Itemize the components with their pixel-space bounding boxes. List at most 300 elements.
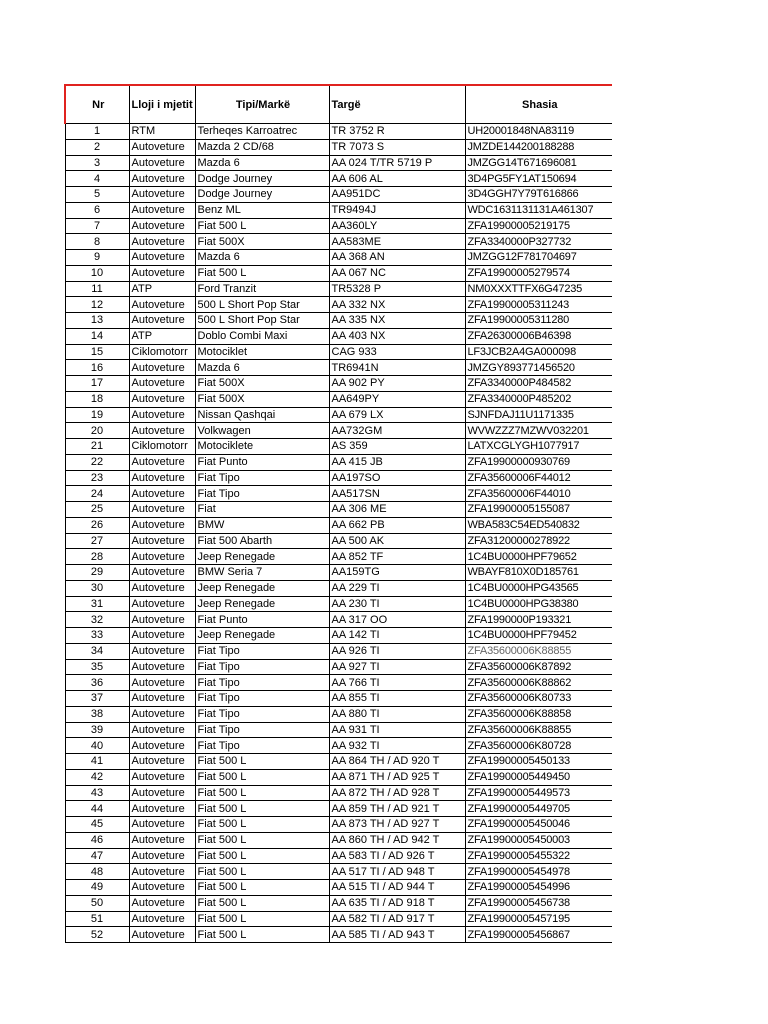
cell-chassis[interactable]: NM0XXXTTFX6G47235 — [465, 281, 612, 297]
cell-model[interactable]: Fiat Punto — [195, 454, 329, 470]
cell-vehicle-type[interactable]: Autoveture — [129, 911, 195, 927]
cell-nr[interactable]: 24 — [65, 486, 129, 502]
cell-plate[interactable]: AA583ME — [329, 234, 465, 250]
table-row — [65, 155, 612, 171]
cell-model[interactable]: Dodge Journey — [195, 187, 329, 203]
cell-chassis[interactable]: ZFA19900005450003 — [465, 832, 612, 848]
cell-vehicle-type[interactable]: Autoveture — [129, 927, 195, 943]
cell-plate[interactable]: AA 662 PB — [329, 517, 465, 533]
cell-model[interactable]: Fiat — [195, 502, 329, 518]
cell-model[interactable]: Fiat Tipo — [195, 486, 329, 502]
cell-chassis[interactable]: ZFA19900005449450 — [465, 769, 612, 785]
cell-nr[interactable]: 5 — [65, 187, 129, 203]
cell-plate[interactable]: AA 368 AN — [329, 250, 465, 266]
cell-model[interactable]: Fiat Tipo — [195, 643, 329, 659]
cell-plate[interactable]: AA 873 TH / AD 927 T — [329, 817, 465, 833]
table-row — [65, 407, 612, 423]
cell-plate[interactable]: AA 229 TI — [329, 580, 465, 596]
cell-nr[interactable]: 19 — [65, 407, 129, 423]
cell-model[interactable]: Fiat 500 L — [195, 895, 329, 911]
cell-nr[interactable]: 46 — [65, 832, 129, 848]
cell-model[interactable]: Mazda 6 — [195, 360, 329, 376]
cell-model[interactable]: Fiat Tipo — [195, 706, 329, 722]
cell-vehicle-type[interactable]: Autoveture — [129, 502, 195, 518]
cell-chassis[interactable]: JMZDE144200188288 — [465, 139, 612, 155]
table-row — [65, 344, 612, 360]
cell-nr[interactable]: 22 — [65, 454, 129, 470]
table-row — [65, 533, 612, 549]
cell-chassis[interactable]: JMZGY893771456520 — [465, 360, 612, 376]
cell-model[interactable]: Fiat Tipo — [195, 470, 329, 486]
cell-vehicle-type[interactable]: Ciklomotorr — [129, 439, 195, 455]
cell-model[interactable]: Fiat 500X — [195, 376, 329, 392]
cell-model[interactable]: 500 L Short Pop Star — [195, 313, 329, 329]
cell-plate[interactable]: AA 517 TI / AD 948 T — [329, 864, 465, 880]
cell-model[interactable]: Dodge Journey — [195, 171, 329, 187]
cell-model[interactable]: Motociklete — [195, 439, 329, 455]
cell-model[interactable]: Fiat Tipo — [195, 722, 329, 738]
cell-nr[interactable]: 36 — [65, 675, 129, 691]
cell-vehicle-type[interactable]: Autoveture — [129, 895, 195, 911]
cell-model[interactable]: Motociklet — [195, 344, 329, 360]
cell-model[interactable]: Volkwagen — [195, 423, 329, 439]
table-row — [65, 391, 612, 407]
cell-vehicle-type[interactable]: Autoveture — [129, 376, 195, 392]
cell-plate[interactable]: AA 872 TH / AD 928 T — [329, 785, 465, 801]
cell-nr[interactable]: 52 — [65, 927, 129, 943]
cell-plate[interactable]: AA 931 TI — [329, 722, 465, 738]
cell-vehicle-type[interactable]: Autoveture — [129, 848, 195, 864]
cell-vehicle-type[interactable]: Autoveture — [129, 659, 195, 675]
cell-vehicle-type[interactable]: Autoveture — [129, 360, 195, 376]
cell-plate[interactable]: AA 515 TI / AD 944 T — [329, 880, 465, 896]
table-row — [65, 549, 612, 565]
cell-model[interactable]: Fiat 500 L — [195, 880, 329, 896]
cell-nr[interactable]: 34 — [65, 643, 129, 659]
cell-nr[interactable]: 47 — [65, 848, 129, 864]
cell-plate[interactable]: TR9494J — [329, 202, 465, 218]
cell-plate[interactable]: AA159TG — [329, 565, 465, 581]
cell-plate[interactable]: AA517SN — [329, 486, 465, 502]
cell-nr[interactable]: 37 — [65, 691, 129, 707]
cell-plate[interactable]: AA649PY — [329, 391, 465, 407]
cell-nr[interactable]: 50 — [65, 895, 129, 911]
cell-nr[interactable]: 31 — [65, 596, 129, 612]
cell-chassis[interactable]: ZFA19900005311243 — [465, 297, 612, 313]
cell-plate[interactable]: AA 860 TH / AD 942 T — [329, 832, 465, 848]
cell-vehicle-type[interactable]: ATP — [129, 281, 195, 297]
cell-nr[interactable]: 13 — [65, 313, 129, 329]
cell-chassis[interactable]: ZFA35600006K88855 — [465, 722, 612, 738]
cell-nr[interactable]: 6 — [65, 202, 129, 218]
cell-model[interactable]: Fiat 500 Abarth — [195, 533, 329, 549]
cell-vehicle-type[interactable]: Autoveture — [129, 202, 195, 218]
cell-vehicle-type[interactable]: Autoveture — [129, 454, 195, 470]
cell-chassis[interactable]: 3D4PG5FY1AT150694 — [465, 171, 612, 187]
cell-plate[interactable]: AA 864 TH / AD 920 T — [329, 754, 465, 770]
cell-chassis[interactable]: ZFA19900005456867 — [465, 927, 612, 943]
cell-vehicle-type[interactable]: Autoveture — [129, 864, 195, 880]
cell-vehicle-type[interactable]: ATP — [129, 328, 195, 344]
cell-chassis[interactable]: ZFA19900005456738 — [465, 895, 612, 911]
cell-vehicle-type[interactable]: Autoveture — [129, 612, 195, 628]
cell-nr[interactable]: 8 — [65, 234, 129, 250]
table-row — [65, 124, 612, 140]
cell-nr[interactable]: 18 — [65, 391, 129, 407]
cell-vehicle-type[interactable]: Autoveture — [129, 171, 195, 187]
cell-vehicle-type[interactable]: Autoveture — [129, 628, 195, 644]
cell-plate[interactable]: TR 3752 R — [329, 124, 465, 140]
cell-chassis[interactable]: JMZGG12F781704697 — [465, 250, 612, 266]
cell-chassis[interactable]: 1C4BU0000HPF79652 — [465, 549, 612, 565]
table-row — [65, 911, 612, 927]
cell-plate[interactable]: TR6941N — [329, 360, 465, 376]
cell-nr[interactable]: 45 — [65, 817, 129, 833]
cell-plate[interactable]: AA 859 TH / AD 921 T — [329, 801, 465, 817]
cell-chassis[interactable]: ZFA35600006K88855 — [465, 643, 612, 659]
cell-model[interactable]: Fiat 500 L — [195, 911, 329, 927]
cell-chassis[interactable]: 1C4BU0000HPF79452 — [465, 628, 612, 644]
cell-model[interactable]: Fiat Tipo — [195, 691, 329, 707]
cell-vehicle-type[interactable]: Autoveture — [129, 423, 195, 439]
cell-model[interactable]: Fiat Tipo — [195, 675, 329, 691]
cell-vehicle-type[interactable]: Autoveture — [129, 675, 195, 691]
cell-chassis[interactable]: ZFA3340000P484582 — [465, 376, 612, 392]
header-chassis[interactable]: Shasia — [465, 85, 612, 124]
cell-model[interactable]: Terheqes Karroatrec — [195, 124, 329, 140]
cell-plate[interactable]: AA 332 NX — [329, 297, 465, 313]
cell-vehicle-type[interactable]: Autoveture — [129, 139, 195, 155]
cell-chassis[interactable]: ZFA3340000P485202 — [465, 391, 612, 407]
cell-chassis[interactable]: ZFA1990000P193321 — [465, 612, 612, 628]
table-row — [65, 313, 612, 329]
cell-vehicle-type[interactable]: Autoveture — [129, 706, 195, 722]
cell-plate[interactable]: AA 583 TI / AD 926 T — [329, 848, 465, 864]
cell-chassis[interactable]: ZFA35600006K80733 — [465, 691, 612, 707]
cell-plate[interactable]: TR5328 P — [329, 281, 465, 297]
table-row — [65, 596, 612, 612]
cell-vehicle-type[interactable]: Autoveture — [129, 391, 195, 407]
cell-nr[interactable]: 27 — [65, 533, 129, 549]
cell-nr[interactable]: 11 — [65, 281, 129, 297]
cell-plate[interactable]: AA 415 JB — [329, 454, 465, 470]
table-row — [65, 202, 612, 218]
cell-chassis[interactable]: 1C4BU0000HPG38380 — [465, 596, 612, 612]
table-row — [65, 470, 612, 486]
cell-vehicle-type[interactable]: Autoveture — [129, 832, 195, 848]
cell-plate[interactable]: AA732GM — [329, 423, 465, 439]
cell-model[interactable]: Fiat 500 L — [195, 785, 329, 801]
cell-model[interactable]: Fiat 500 L — [195, 848, 329, 864]
cell-chassis[interactable]: ZFA19900005457195 — [465, 911, 612, 927]
cell-plate[interactable]: AA951DC — [329, 187, 465, 203]
cell-model[interactable]: Fiat 500 L — [195, 817, 329, 833]
table-row — [65, 423, 612, 439]
table-row — [65, 454, 612, 470]
cell-nr[interactable]: 29 — [65, 565, 129, 581]
cell-nr[interactable]: 42 — [65, 769, 129, 785]
cell-model[interactable]: Fiat 500 L — [195, 218, 329, 234]
cell-nr[interactable]: 30 — [65, 580, 129, 596]
cell-plate[interactable]: AA 317 OO — [329, 612, 465, 628]
cell-vehicle-type[interactable]: Autoveture — [129, 801, 195, 817]
cell-model[interactable]: Doblo Combi Maxi — [195, 328, 329, 344]
header-plate[interactable]: Targë — [329, 85, 465, 124]
cell-vehicle-type[interactable]: Autoveture — [129, 785, 195, 801]
cell-model[interactable]: Mazda 2 CD/68 — [195, 139, 329, 155]
cell-vehicle-type[interactable]: Autoveture — [129, 643, 195, 659]
cell-vehicle-type[interactable]: Autoveture — [129, 486, 195, 502]
cell-plate[interactable]: AA 230 TI — [329, 596, 465, 612]
table-row — [65, 517, 612, 533]
cell-vehicle-type[interactable]: Autoveture — [129, 565, 195, 581]
cell-nr[interactable]: 1 — [65, 124, 129, 140]
cell-nr[interactable]: 39 — [65, 722, 129, 738]
cell-model[interactable]: Fiat 500 L — [195, 769, 329, 785]
cell-model[interactable]: Fiat 500 L — [195, 801, 329, 817]
cell-plate[interactable]: AA360LY — [329, 218, 465, 234]
cell-vehicle-type[interactable]: RTM — [129, 124, 195, 140]
table-row — [65, 848, 612, 864]
cell-nr[interactable]: 23 — [65, 470, 129, 486]
cell-model[interactable]: Fiat 500 L — [195, 832, 329, 848]
cell-chassis[interactable]: LATXCGLYGH1077917 — [465, 439, 612, 455]
cell-chassis[interactable]: ZFA35600006K80728 — [465, 738, 612, 754]
table-row — [65, 297, 612, 313]
cell-nr[interactable]: 14 — [65, 328, 129, 344]
cell-vehicle-type[interactable]: Autoveture — [129, 533, 195, 549]
cell-vehicle-type[interactable]: Autoveture — [129, 155, 195, 171]
cell-nr[interactable]: 12 — [65, 297, 129, 313]
cell-nr[interactable]: 51 — [65, 911, 129, 927]
cell-plate[interactable]: AA 880 TI — [329, 706, 465, 722]
cell-vehicle-type[interactable]: Autoveture — [129, 234, 195, 250]
cell-plate[interactable]: AA 871 TH / AD 925 T — [329, 769, 465, 785]
cell-vehicle-type[interactable]: Autoveture — [129, 517, 195, 533]
cell-nr[interactable]: 43 — [65, 785, 129, 801]
cell-vehicle-type[interactable]: Autoveture — [129, 470, 195, 486]
cell-chassis[interactable]: LF3JCB2A4GA000098 — [465, 344, 612, 360]
cell-model[interactable]: Nissan Qashqai — [195, 407, 329, 423]
cell-vehicle-type[interactable]: Autoveture — [129, 722, 195, 738]
cell-nr[interactable]: 32 — [65, 612, 129, 628]
cell-nr[interactable]: 49 — [65, 880, 129, 896]
cell-model[interactable]: Jeep Renegade — [195, 549, 329, 565]
cell-chassis[interactable]: 3D4GGH7Y79T616866 — [465, 187, 612, 203]
cell-chassis[interactable]: WVWZZZ7MZWV032201 — [465, 423, 612, 439]
table-row — [65, 360, 612, 376]
cell-plate[interactable]: AA 926 TI — [329, 643, 465, 659]
cell-vehicle-type[interactable]: Autoveture — [129, 596, 195, 612]
cell-model[interactable]: Fiat Tipo — [195, 659, 329, 675]
cell-model[interactable]: Mazda 6 — [195, 155, 329, 171]
cell-chassis[interactable]: ZFA35600006K88858 — [465, 706, 612, 722]
cell-plate[interactable]: AA 927 TI — [329, 659, 465, 675]
cell-nr[interactable]: 3 — [65, 155, 129, 171]
cell-plate[interactable]: AA 679 LX — [329, 407, 465, 423]
cell-chassis[interactable]: ZFA19900005450133 — [465, 754, 612, 770]
cell-model[interactable]: Fiat Tipo — [195, 738, 329, 754]
cell-vehicle-type[interactable]: Autoveture — [129, 218, 195, 234]
cell-model[interactable]: Fiat 500 L — [195, 864, 329, 880]
cell-vehicle-type[interactable]: Autoveture — [129, 769, 195, 785]
cell-vehicle-type[interactable]: Autoveture — [129, 250, 195, 266]
table-row — [65, 817, 612, 833]
cell-model[interactable]: Fiat 500 L — [195, 754, 329, 770]
cell-plate[interactable]: AA 403 NX — [329, 328, 465, 344]
cell-chassis[interactable]: ZFA19900005449705 — [465, 801, 612, 817]
cell-model[interactable]: Jeep Renegade — [195, 596, 329, 612]
cell-nr[interactable]: 4 — [65, 171, 129, 187]
cell-chassis[interactable]: ZFA19900005279574 — [465, 265, 612, 281]
cell-vehicle-type[interactable]: Autoveture — [129, 187, 195, 203]
cell-vehicle-type[interactable]: Ciklomotorr — [129, 344, 195, 360]
cell-model[interactable]: Jeep Renegade — [195, 628, 329, 644]
cell-chassis[interactable]: JMZGG14T671696081 — [465, 155, 612, 171]
cell-nr[interactable]: 38 — [65, 706, 129, 722]
cell-plate[interactable]: AA 932 TI — [329, 738, 465, 754]
cell-chassis[interactable]: UH20001848NA83119 — [465, 124, 612, 140]
table-row — [65, 376, 612, 392]
cell-plate[interactable]: AA 585 TI / AD 943 T — [329, 927, 465, 943]
cell-chassis[interactable]: ZFA19900005455322 — [465, 848, 612, 864]
cell-chassis[interactable]: ZFA35600006F44010 — [465, 486, 612, 502]
cell-chassis[interactable]: ZFA19900005454996 — [465, 880, 612, 896]
cell-nr[interactable]: 48 — [65, 864, 129, 880]
cell-nr[interactable]: 44 — [65, 801, 129, 817]
cell-model[interactable]: Jeep Renegade — [195, 580, 329, 596]
cell-vehicle-type[interactable]: Autoveture — [129, 817, 195, 833]
cell-chassis[interactable]: WDC1631131131A461307 — [465, 202, 612, 218]
cell-chassis[interactable]: WBAYF810X0D185761 — [465, 565, 612, 581]
cell-vehicle-type[interactable]: Autoveture — [129, 738, 195, 754]
cell-chassis[interactable]: ZFA19900005311280 — [465, 313, 612, 329]
header-nr[interactable]: Nr — [65, 85, 129, 124]
cell-vehicle-type[interactable]: Autoveture — [129, 297, 195, 313]
cell-nr[interactable]: 33 — [65, 628, 129, 644]
header-vehicle-type[interactable]: Lloji i mjetit — [129, 85, 195, 124]
cell-nr[interactable]: 40 — [65, 738, 129, 754]
cell-nr[interactable]: 26 — [65, 517, 129, 533]
cell-nr[interactable]: 25 — [65, 502, 129, 518]
cell-vehicle-type[interactable]: Autoveture — [129, 880, 195, 896]
cell-nr[interactable]: 21 — [65, 439, 129, 455]
table-row — [65, 927, 612, 943]
table-row — [65, 706, 612, 722]
cell-plate[interactable]: AA 582 TI / AD 917 T — [329, 911, 465, 927]
cell-nr[interactable]: 10 — [65, 265, 129, 281]
cell-plate[interactable]: AA 067 NC — [329, 265, 465, 281]
cell-model[interactable]: BMW Seria 7 — [195, 565, 329, 581]
cell-nr[interactable]: 20 — [65, 423, 129, 439]
table-row — [65, 754, 612, 770]
cell-plate[interactable]: AA 500 AK — [329, 533, 465, 549]
cell-model[interactable]: Mazda 6 — [195, 250, 329, 266]
table-row — [65, 328, 612, 344]
cell-model[interactable]: BMW — [195, 517, 329, 533]
cell-nr[interactable]: 9 — [65, 250, 129, 266]
table-row — [65, 187, 612, 203]
table-row — [65, 171, 612, 187]
cell-chassis[interactable]: ZFA31200000278922 — [465, 533, 612, 549]
table-row — [65, 832, 612, 848]
cell-plate[interactable]: AA 024 T/TR 5719 P — [329, 155, 465, 171]
cell-vehicle-type[interactable]: Autoveture — [129, 265, 195, 281]
cell-plate[interactable]: AA 606 AL — [329, 171, 465, 187]
cell-model[interactable]: Ford Tranzit — [195, 281, 329, 297]
cell-chassis[interactable]: ZFA3340000P327732 — [465, 234, 612, 250]
cell-chassis[interactable]: ZFA35600006K87892 — [465, 659, 612, 675]
table-row — [65, 895, 612, 911]
cell-plate[interactable]: AA 855 TI — [329, 691, 465, 707]
cell-chassis[interactable]: ZFA35600006F44012 — [465, 470, 612, 486]
cell-nr[interactable]: 28 — [65, 549, 129, 565]
cell-nr[interactable]: 16 — [65, 360, 129, 376]
cell-vehicle-type[interactable]: Autoveture — [129, 580, 195, 596]
cell-chassis[interactable]: ZFA26300006B46398 — [465, 328, 612, 344]
cell-vehicle-type[interactable]: Autoveture — [129, 691, 195, 707]
table-row — [65, 139, 612, 155]
cell-nr[interactable]: 41 — [65, 754, 129, 770]
cell-plate[interactable]: AA 142 TI — [329, 628, 465, 644]
cell-chassis[interactable]: ZFA35600006K88862 — [465, 675, 612, 691]
cell-chassis[interactable]: 1C4BU0000HPG43565 — [465, 580, 612, 596]
cell-plate[interactable]: AA197SO — [329, 470, 465, 486]
table-row — [65, 486, 612, 502]
cell-nr[interactable]: 7 — [65, 218, 129, 234]
cell-vehicle-type[interactable]: Autoveture — [129, 549, 195, 565]
header-model[interactable]: Tipi/Markë — [195, 85, 329, 124]
cell-vehicle-type[interactable]: Autoveture — [129, 313, 195, 329]
cell-plate[interactable]: CAG 933 — [329, 344, 465, 360]
cell-chassis[interactable]: ZFA19900005155087 — [465, 502, 612, 518]
cell-plate[interactable]: AA 306 ME — [329, 502, 465, 518]
cell-model[interactable]: Benz ML — [195, 202, 329, 218]
table-header — [65, 85, 612, 124]
cell-chassis[interactable]: ZFA19900005454978 — [465, 864, 612, 880]
cell-chassis[interactable]: ZFA19900005219175 — [465, 218, 612, 234]
table-row — [65, 864, 612, 880]
cell-plate[interactable]: AA 902 PY — [329, 376, 465, 392]
table-row — [65, 234, 612, 250]
cell-model[interactable]: 500 L Short Pop Star — [195, 297, 329, 313]
cell-model[interactable]: Fiat 500 L — [195, 265, 329, 281]
cell-nr[interactable]: 17 — [65, 376, 129, 392]
cell-model[interactable]: Fiat Punto — [195, 612, 329, 628]
cell-vehicle-type[interactable]: Autoveture — [129, 754, 195, 770]
cell-plate[interactable]: AS 359 — [329, 439, 465, 455]
cell-chassis[interactable]: ZFA19900005449573 — [465, 785, 612, 801]
cell-plate[interactable]: TR 7073 S — [329, 139, 465, 155]
cell-chassis[interactable]: SJNFDAJ11U1171335 — [465, 407, 612, 423]
cell-model[interactable]: Fiat 500X — [195, 391, 329, 407]
table-row — [65, 691, 612, 707]
cell-vehicle-type[interactable]: Autoveture — [129, 407, 195, 423]
table-row — [65, 659, 612, 675]
cell-plate[interactable]: AA 635 TI / AD 918 T — [329, 895, 465, 911]
cell-model[interactable]: Fiat 500 L — [195, 927, 329, 943]
cell-nr[interactable]: 15 — [65, 344, 129, 360]
cell-model[interactable]: Fiat 500X — [195, 234, 329, 250]
cell-plate[interactable]: AA 766 TI — [329, 675, 465, 691]
cell-plate[interactable]: AA 335 NX — [329, 313, 465, 329]
cell-plate[interactable]: AA 852 TF — [329, 549, 465, 565]
cell-chassis[interactable]: WBA583C54ED540832 — [465, 517, 612, 533]
cell-chassis[interactable]: ZFA19900000930769 — [465, 454, 612, 470]
cell-nr[interactable]: 2 — [65, 139, 129, 155]
cell-chassis[interactable]: ZFA19900005450046 — [465, 817, 612, 833]
cell-nr[interactable]: 35 — [65, 659, 129, 675]
